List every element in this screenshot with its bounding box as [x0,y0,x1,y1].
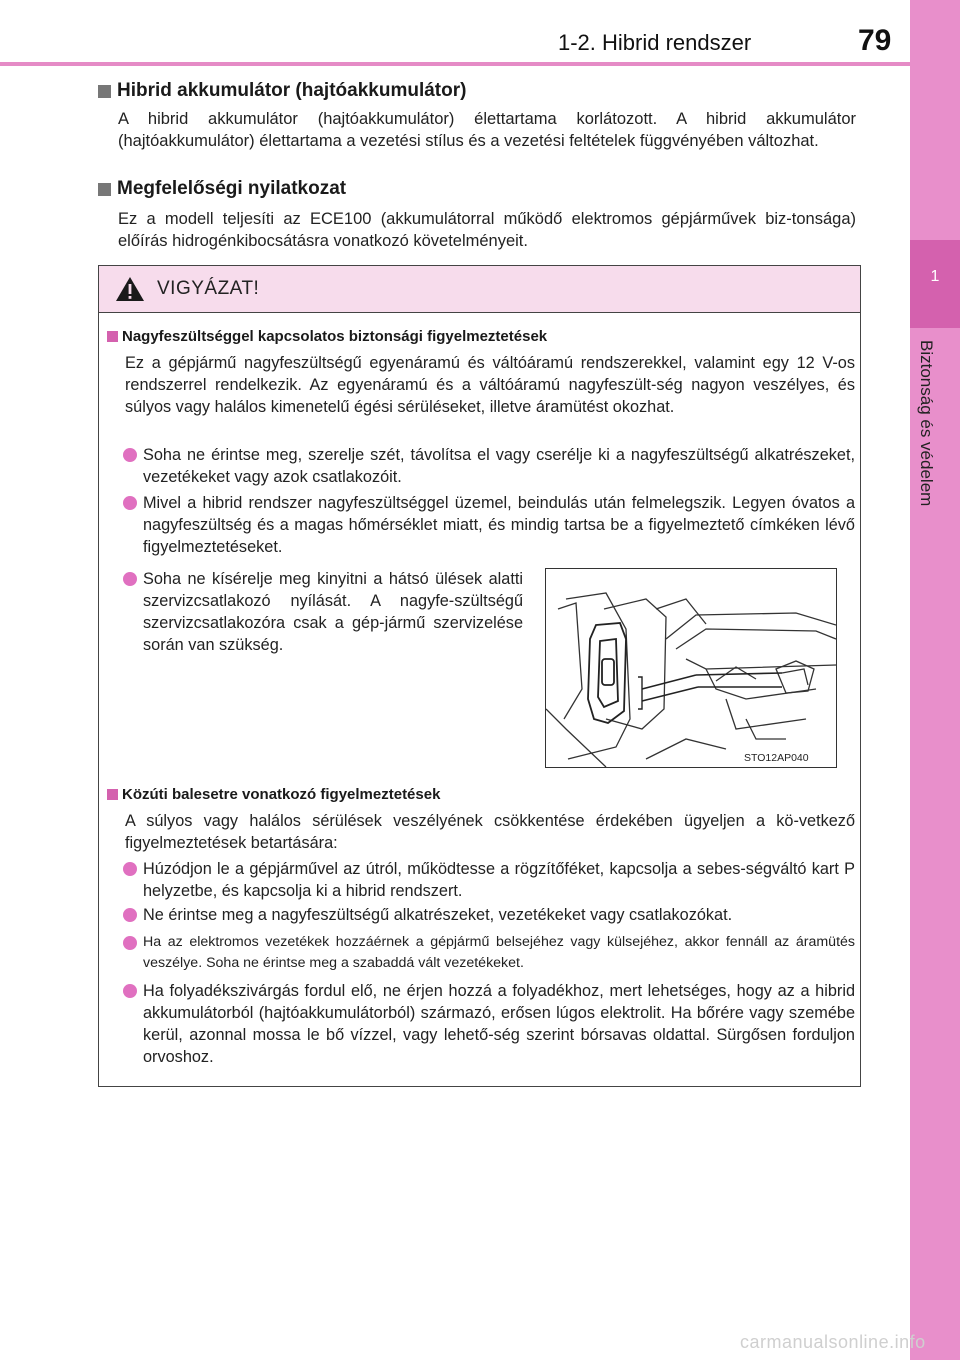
warning-title: VIGYÁZAT! [157,278,260,299]
header-rule [0,62,910,66]
square-bullet-icon [98,183,111,196]
warning-bullet: Mivel a hibrid rendszer nagyfeszültséggel üzemel, beindulás után felmelegszik. Legyen óvatos a nagyfeszültség és a magas hőmérséklet miatt, és mindig tartsa be a figyelmeztető címkéken lévő figyelmeztetéseket. [123,492,855,558]
chapter-number: 1 [930,268,940,285]
circle-bullet-icon [123,862,137,876]
circle-bullet-icon [123,572,137,586]
service-plug-figure [545,568,837,768]
circle-bullet-icon [123,936,137,950]
watermark: carmanualsonline.info [740,1332,926,1352]
circle-bullet-icon [123,496,137,510]
chapter-side-tab [910,0,960,1360]
warning-box [98,265,861,1087]
page-number: 79 [858,24,892,57]
warning-bullet: Ha az elektromos vezetékek hozzáérnek a gépjármű belsejéhez vagy külsejéhez, akkor fennáll az áramütés veszélye. Soha ne érintse meg a szabaddá vált vezetékeket. [123,932,855,974]
warning-intro-accident: A súlyos vagy halálos sérülések veszélyének csökkentése érdekében ügyeljen a kö-vetkező figyelmeztetések betartására: [125,812,855,852]
section-text-battery: A hibrid akkumulátor (hajtóakkumulátor) élettartama korlátozott. A hibrid akkumulátor (hajtóakkumulátor) élettartama a vezetési stílus és a vezetési feltételek függvényében változhat. [118,110,856,150]
warning-heading-accident: Közúti balesetre vonatkozó figyelmeztetések [107,786,440,803]
circle-bullet-icon [123,448,137,462]
warning-header [99,266,860,313]
chapter-name: Biztonság és védelem [917,340,936,507]
warning-bullet: Ne érintse meg a nagyfeszültségű alkatrészeket, vezetékeket vagy csatlakozókat. [123,904,855,926]
square-bullet-icon [98,85,111,98]
warning-bullet: Húzódjon le a gépjárművel az útról, működtesse a rögzítőféket, kapcsolja a sebes-ségváltó kart P helyzetbe, és kapcsolja ki a hibrid rendszert. [123,858,855,902]
warning-triangle-icon [115,276,145,302]
warning-bullet: Soha ne kísérelje meg kinyitni a hátsó ülések alatti szervizcsatlakozó nyílását. A nagyfe-szültségű szervizcsatlakozóra csak a gép-jármű szervizelése során van szükség. [123,568,523,656]
warning-bullet: Soha ne érintse meg, szerelje szét, távolítsa el vagy cserélje ki a nagyfeszültségű alkatrészeket, vezetékeket vagy azok csatlakozóit. [123,444,855,488]
figure-code: STO12AP040 [744,752,809,764]
warning-bullet: Ha folyadékszivárgás fordul elő, ne érjen hozzá a folyadékhoz, mert lehetséges, hogy az a hibrid akkumulátorból (hajtóakkumulátorból) származó, erősen lúgos elektrolit. Ha bőrére vagy szemébe kerül, azonnal mossa le bő vízzel, vagy lehető-ség szerint bórsavas oldattal. Sürgősen forduljon orvoshoz. [123,980,855,1068]
square-bullet-icon [107,789,118,800]
section-heading-conformity: Megfelelőségi nyilatkozat [98,178,346,200]
running-header: 1-2. Hibrid rendszer [558,30,752,55]
warning-intro-high-voltage: Ez a gépjármű nagyfeszültségű egyenáramú és váltóáramú rendszerekkel, valamint egy 12 V-os rendszerrel rendelkezik. Az egyenáramú és a váltóáramú nagyfeszült-ség nagyon veszélyes, és súlyos vagy halálos kimenetelű égési sérüléseket, illetve áramütést okozhat. [125,354,855,416]
circle-bullet-icon [123,908,137,922]
circle-bullet-icon [123,984,137,998]
rear-seat-illustration [546,569,836,767]
square-bullet-icon [107,331,118,342]
section-text-conformity: Ez a modell teljesíti az ECE100 (akkumulátorral működő elektromos gépjárművek biz-tonsága) előírás hidrogénkibocsátásra vonatkozó követelményeit. [118,210,856,250]
warning-heading-high-voltage: Nagyfeszültséggel kapcsolatos biztonsági figyelmeztetések [107,328,547,345]
section-heading-battery: Hibrid akkumulátor (hajtóakkumulátor) [98,80,466,102]
